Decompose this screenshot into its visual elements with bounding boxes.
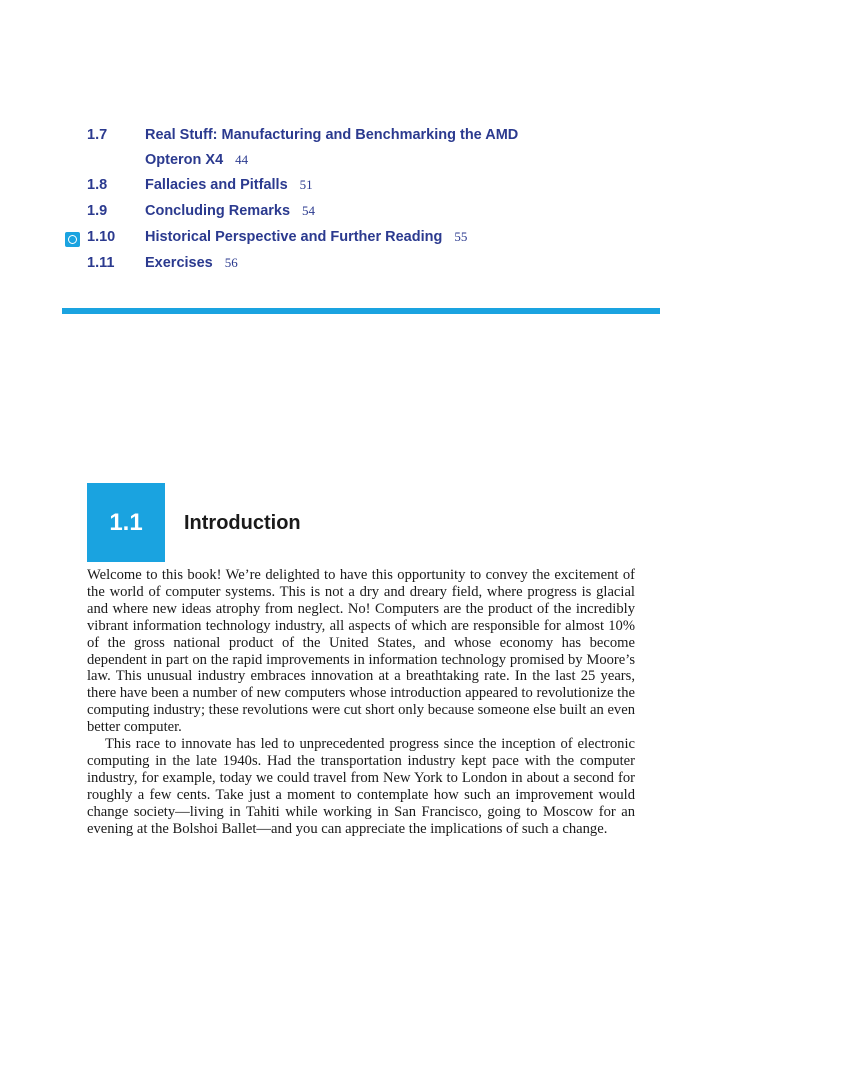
toc-entry-number: 1.9 [87,203,108,219]
toc-entry-page: 56 [224,255,238,270]
toc-entry-title [145,203,315,219]
toc-entry-title-text: Opteron X4 [145,152,224,168]
toc-entry-page: 54 [302,203,316,218]
toc-entry-title [145,229,467,245]
toc-entry-title: Real Stuff: Manufacturing and Benchmarking the AMD [145,127,519,143]
toc-entry-page: 55 [454,229,468,244]
section-number-badge [87,483,165,562]
toc-entry-title [145,255,238,271]
toc-entry-number: 1.11 [87,255,115,271]
body-text [87,567,635,838]
toc-entry-title [145,177,313,193]
web-resource-icon [65,232,80,247]
paragraph: This race to innovate has led to unprecedented progress since the inception of electronic computing in the late 1940s. Had the transportation industry kept pace with the computer industry, for example, today we could travel from New York to London in about a second for roughly a few cents. Take just a moment to contemplate how such an improvement would change society—living in Tahiti while working in San Francisco, going to Moscow for an evening at the Bolshoi Ballet—and you can appreciate the implications of such a change. [87,736,635,837]
toc-entry-title-text: Historical Perspective and Further Reading [145,229,443,245]
toc-entry-number: 1.10 [87,229,116,245]
section-title: Introduction [184,512,301,534]
toc-entry-page: 44 [235,152,249,167]
toc-entry-title-text: Exercises [145,255,213,271]
toc-entry-number: 1.8 [87,177,108,193]
paragraph: Welcome to this book! We’re delighted to have this opportunity to convey the excitement of the world of computer systems. This is not a dry and dreary field, where progress is glacial and where new ideas atrophy from neglect. No! Computers are the product of the incredibly vibrant information technology industry, all aspects of which are responsible for almost 10% of the gross national product of the United States, and whose economy has become dependent in part on the rapid improvements in information technology promised by Moore’s law. This unusual industry embraces innovation at a breathtaking rate. In the last 25 years, there have been a number of new computers whose introduction appeared to revolutionize the computing industry; these revolutions were cut short only because someone else built an even better computer. [87,567,635,736]
toc-entry-title-line2 [145,152,248,168]
toc-entry-title-text: Fallacies and Pitfalls [145,177,288,193]
toc-entry-title-text: Concluding Remarks [145,203,291,219]
section-number: 1.1 [109,508,143,536]
toc-entry-page: 51 [299,177,313,192]
section-divider [62,308,660,314]
toc-entry-number: 1.7 [87,127,108,143]
